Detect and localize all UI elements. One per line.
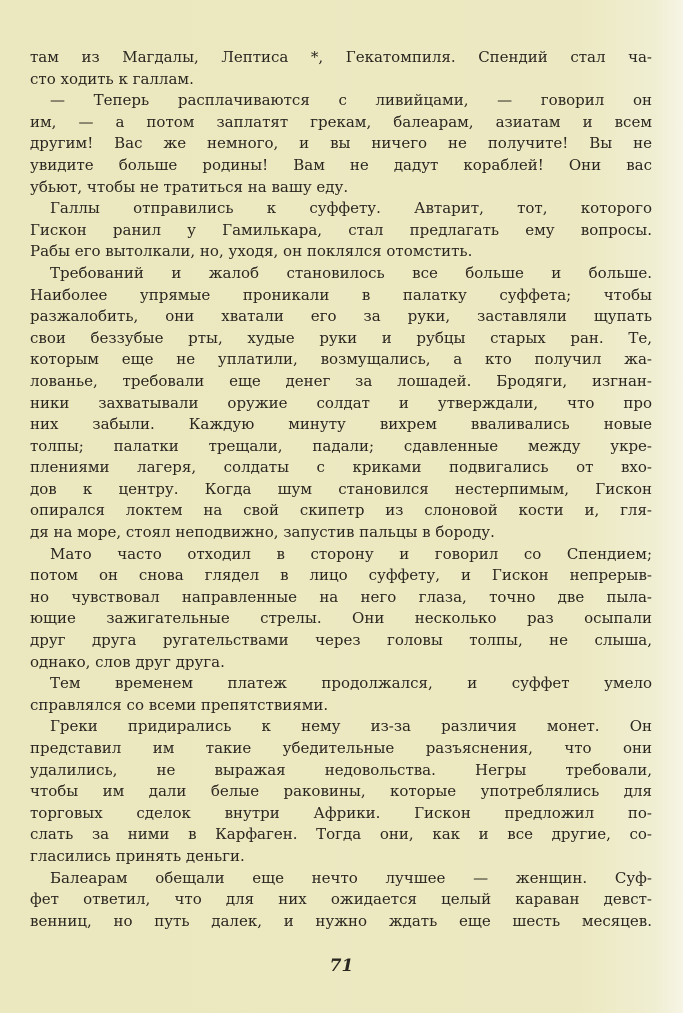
text-line: однако, слов друг друга.	[30, 652, 225, 671]
text-line: там из Магдалы, Лептиса *, Гекатомпиля. Спендий стал ча-	[30, 48, 652, 66]
text-line: Рабы его вытолкали, но, уходя, он поклялся отомстить.	[30, 242, 473, 261]
text-line: Греки придирались к нему из-за различия монет. Он	[50, 717, 652, 736]
text-line: но чувствовал направленные на него глаза, точно две пыла-	[30, 587, 652, 606]
page-number: 71	[329, 956, 354, 976]
text-line: торговых сделок внутри Африки. Гискон предложил по-	[30, 803, 652, 822]
text-line: них забыли. Каждую минуту вихрем вваливались новые	[30, 415, 652, 434]
text-line: Наиболее упрямые проникали в палатку суффета; чтобы	[30, 285, 652, 304]
text-line: убьют, чтобы не тратиться на вашу еду.	[30, 177, 349, 196]
text-line: представил им такие убедительные разъяснения, что они	[30, 739, 652, 757]
text-line: гласились принять деньги.	[30, 846, 245, 865]
text-line: удалились, не выражая недовольства. Негры требовали,	[30, 760, 652, 779]
text-line: толпы; палатки трещали, падали; сдавленные между укре-	[30, 436, 652, 455]
text-line: чтобы им дали белые раковины, которые употреблялись для	[30, 782, 652, 801]
text-line: лованье, требовали еще денег за лошадей. Бродяги, изгнан-	[30, 371, 652, 390]
text-line: опирался локтем на свой скипетр из слоновой кости и, гля-	[30, 501, 652, 520]
text-line: Мато часто отходил в сторону и говорил со Спендием;	[50, 544, 652, 563]
text-line: Галлы отправились к суффету. Автарит, тот, которого	[50, 199, 652, 218]
text-line: — Теперь расплачиваются с ливийцами, — говорил он	[50, 91, 652, 110]
text-line: дов к центру. Когда шум становился нестерпимым, Гискон	[30, 479, 652, 498]
text-line: ющие зажигательные стрелы. Они несколько раз осыпали	[30, 609, 652, 628]
text-line: потом он снова глядел в лицо суффету, и Гискон непрерыв-	[30, 566, 652, 585]
text-line: плениями лагеря, солдаты с криками подвигались от вхо-	[30, 458, 652, 477]
text-line: Тем временем платеж продолжался, и суффет умело	[50, 674, 652, 693]
text-line: другим! Вас же немного, и вы ничего не получите! Вы не	[30, 134, 652, 153]
page-body-text	[30, 47, 652, 932]
text-line: венниц, но путь далек, и нужно ждать еще шесть месяцев.	[30, 911, 652, 930]
text-line: увидите больше родины! Вам не дадут кораблей! Они вас	[30, 155, 652, 174]
text-line: которым еще не уплатили, возмущались, а кто получил жа-	[30, 350, 652, 369]
text-line: разжалобить, они хватали его за руки, заставляли щупать	[30, 307, 652, 326]
text-line: Балеарам обещали еще нечто лучшее — женщин. Суф-	[50, 868, 652, 887]
text-line: сто ходить к галлам.	[30, 69, 194, 88]
text-line: им, — а потом заплатят грекам, балеарам, азиатам и всем	[30, 112, 652, 131]
text-line: дя на море, стоял неподвижно, запустив пальцы в бороду.	[30, 523, 495, 542]
text-line: Гискон ранил у Гамилькара, стал предлагать ему вопросы.	[30, 220, 652, 239]
text-line: свои беззубые рты, худые руки и рубцы старых ран. Те,	[30, 328, 652, 347]
text-line: ники захватывали оружие солдат и утверждали, что про	[30, 393, 652, 412]
text-line: слать за ними в Карфаген. Тогда они, как и все другие, со-	[30, 825, 652, 844]
text-line: фет ответил, что для них ожидается целый караван девст-	[30, 890, 652, 909]
text-line: друг друга ругательствами через головы толпы, не слыша,	[30, 631, 652, 650]
text-line: Требований и жалоб становилось все больше и больше.	[50, 263, 652, 282]
text-line: справлялся со всеми препятствиями.	[30, 695, 329, 714]
